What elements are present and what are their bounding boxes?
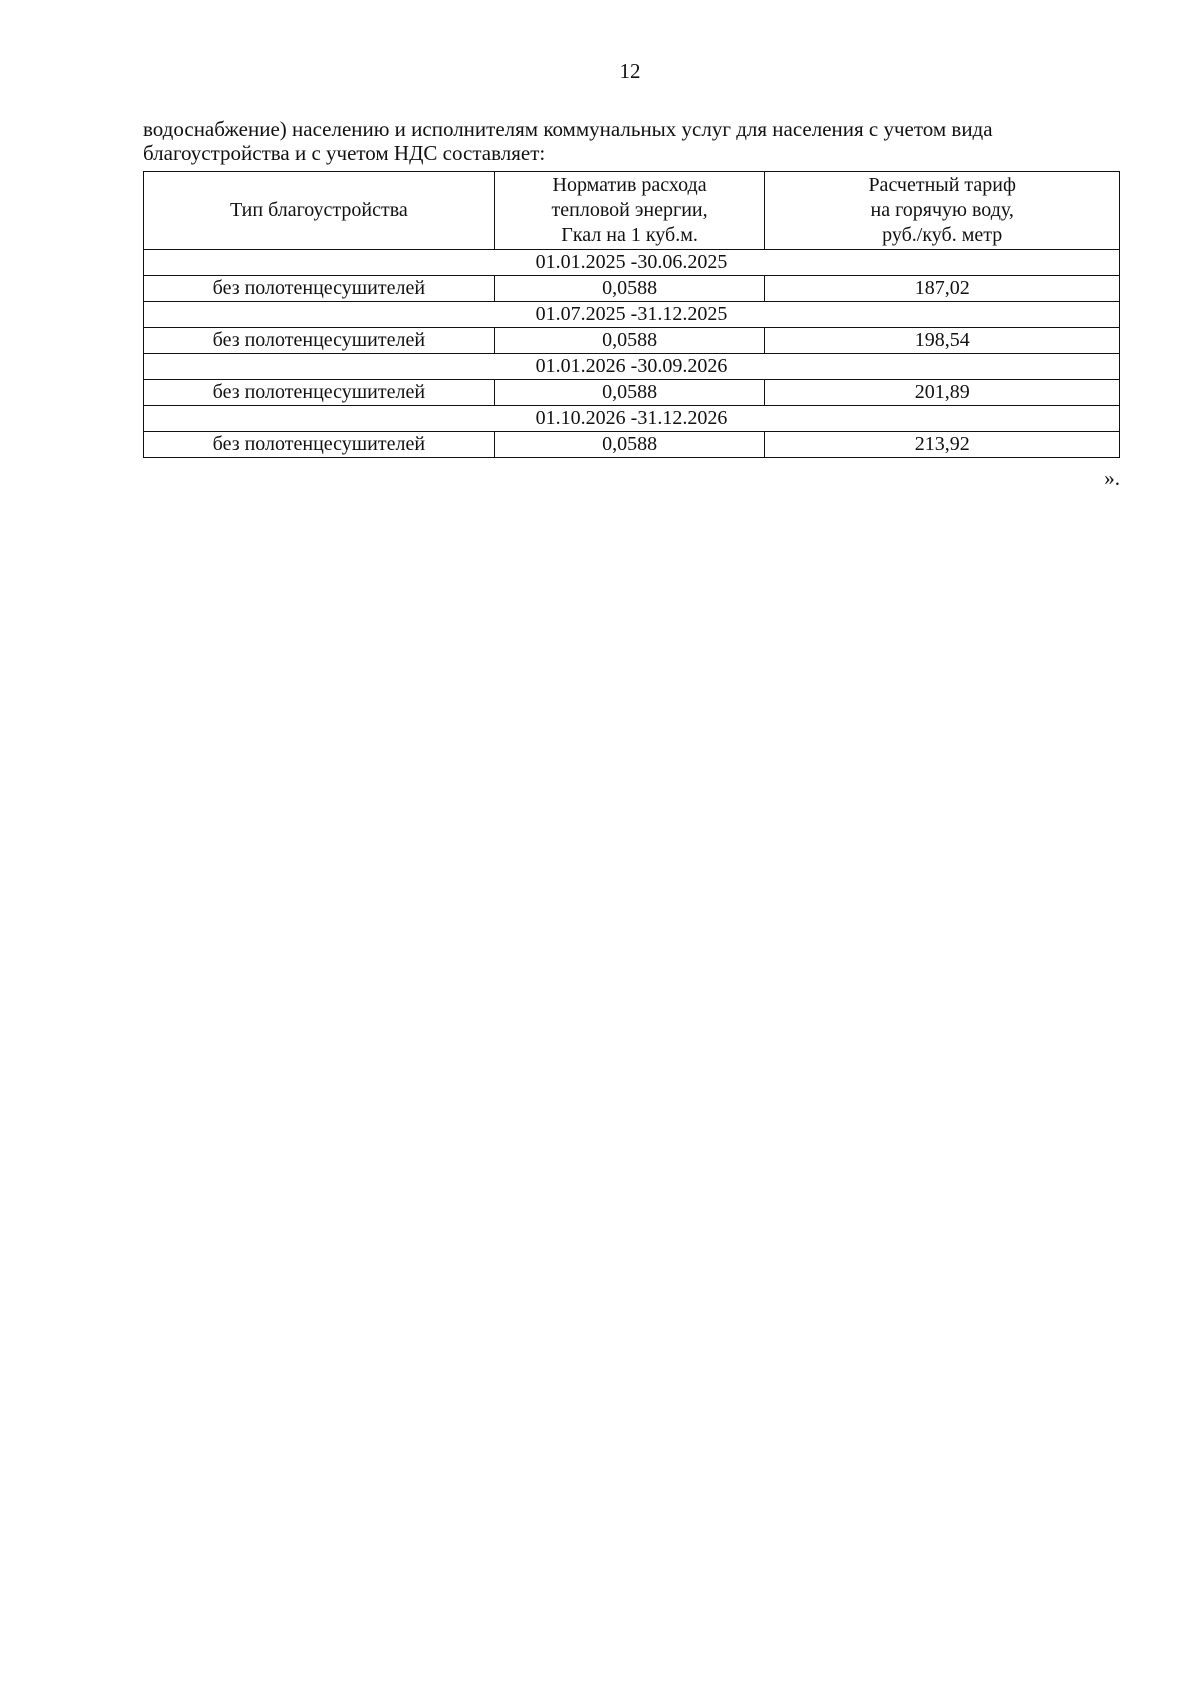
- header-norm-line: Норматив расхода: [552, 174, 707, 196]
- type-cell: без полотенцесушителей: [144, 432, 495, 458]
- tariff-table: [143, 171, 1120, 458]
- tariff-cell: 201,89: [765, 380, 1120, 406]
- period-row: [144, 302, 1120, 328]
- norm-cell: 0,0588: [494, 276, 765, 302]
- header-norm-line: тепловой энергии,: [551, 199, 708, 221]
- header-norm-line: Гкал на 1 куб.м.: [561, 224, 698, 246]
- header-tariff: [765, 172, 1120, 250]
- closing-quote-mark: ».: [1104, 466, 1120, 490]
- table-row: [144, 380, 1120, 406]
- table-row: [144, 328, 1120, 354]
- table-row: [144, 276, 1120, 302]
- header-tariff-line: руб./куб. метр: [882, 224, 1003, 246]
- type-cell: без полотенцесушителей: [144, 380, 495, 406]
- norm-cell: 0,0588: [494, 380, 765, 406]
- header-type: [144, 172, 495, 250]
- period-cell: 01.07.2025 -31.12.2025: [144, 302, 1120, 328]
- tariff-cell: 213,92: [765, 432, 1120, 458]
- period-row: [144, 354, 1120, 380]
- tariff-cell: 198,54: [765, 328, 1120, 354]
- type-cell: без полотенцесушителей: [144, 276, 495, 302]
- intro-line: благоустройства и с учетом НДС составляет:: [143, 141, 546, 165]
- page-number: 12: [619, 59, 641, 83]
- header-type-label: Тип благоустройства: [229, 199, 408, 221]
- norm-cell: 0,0588: [494, 432, 765, 458]
- norm-cell: 0,0588: [494, 328, 765, 354]
- table-row: [144, 432, 1120, 458]
- header-norm: [494, 172, 765, 250]
- period-cell: 01.01.2025 -30.06.2025: [144, 250, 1120, 276]
- header-tariff-line: Расчетный тариф: [868, 174, 1016, 196]
- period-row: [144, 250, 1120, 276]
- table-header-row: [144, 172, 1120, 250]
- type-cell: без полотенцесушителей: [144, 328, 495, 354]
- intro-line: водоснабжение) населению и исполнителям коммунальных услуг для населения с учетом вида: [143, 117, 993, 141]
- period-cell: 01.01.2026 -30.09.2026: [144, 354, 1120, 380]
- period-cell: 01.10.2026 -31.12.2026: [144, 406, 1120, 432]
- tariff-cell: 187,02: [765, 276, 1120, 302]
- period-row: [144, 406, 1120, 432]
- header-tariff-line: на горячую воду,: [870, 199, 1014, 221]
- intro-paragraph: [143, 117, 1119, 165]
